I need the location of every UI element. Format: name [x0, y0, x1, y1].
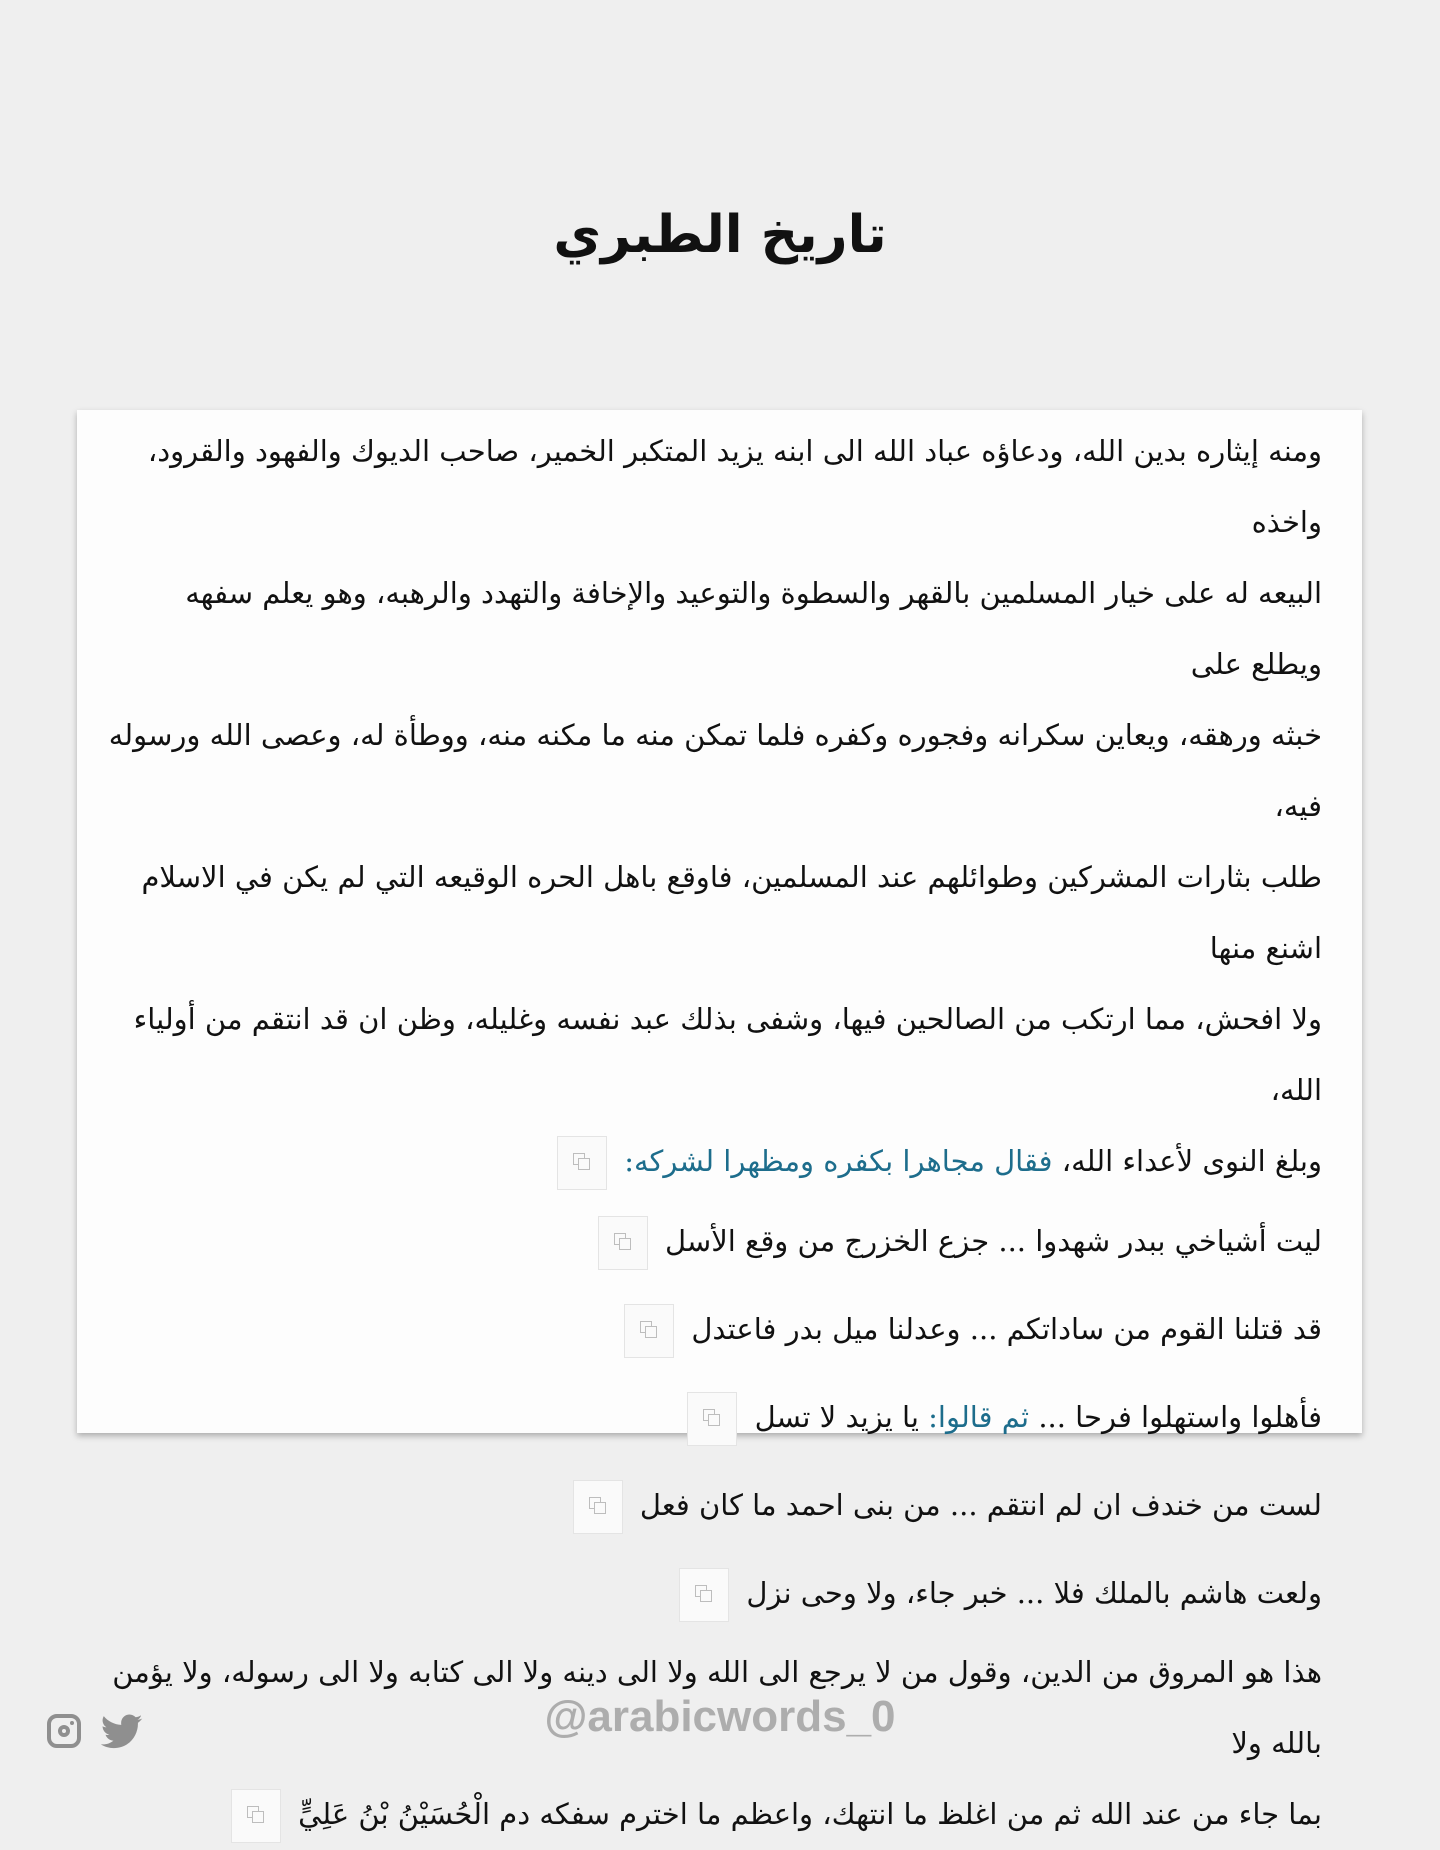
copy-icon	[589, 1497, 601, 1509]
final-line	[107, 1779, 1322, 1850]
intro-line: خبثه ورهقه، ويعاين سكرانه وفجوره وكفره فلما تمكن منه ما مكنه منه، ووطأة له، وعصى الله ورسوله فيه،	[108, 718, 1322, 823]
copy-button[interactable]	[687, 1392, 737, 1446]
copy-icon	[247, 1806, 259, 1818]
verse-text: ولعت هاشم بالملك فلا ... خبر جاء، ولا وحى نزل	[746, 1576, 1322, 1610]
copy-button[interactable]	[624, 1304, 674, 1358]
verse-line	[107, 1373, 1322, 1461]
copy-icon	[695, 1585, 707, 1597]
copy-button[interactable]	[573, 1480, 623, 1534]
copy-icon	[573, 1153, 585, 1165]
copy-button[interactable]	[598, 1216, 648, 1270]
lead-in-text: وبلغ النوى لأعداء الله،	[1061, 1144, 1322, 1178]
verse-text: فأهلوا واستهلوا فرحا ...	[1038, 1400, 1322, 1434]
verse-text: ليت أشياخي ببدر شهدوا ... جزع الخزرج من وقع الأسل	[664, 1224, 1322, 1258]
verse-line	[107, 1285, 1322, 1373]
page-title: تاريخ الطبري	[553, 205, 887, 265]
verse-text: قد قتلنا القوم من ساداتكم ... وعدلنا ميل بدر فاعتدل	[691, 1312, 1322, 1346]
verse-line	[107, 1461, 1322, 1549]
verse-text: لست من خندف ان لم انتقم ... من بنى احمد ما كان فعل	[639, 1488, 1322, 1522]
lead-in-highlight: فقال مجاهرا بكفره ومظهرا لشركه:	[624, 1144, 1053, 1178]
verse-highlight: ثم قالوا:	[928, 1400, 1030, 1434]
copy-icon	[703, 1409, 715, 1421]
copy-button[interactable]	[557, 1136, 607, 1190]
copy-button[interactable]	[231, 1789, 281, 1843]
copy-icon	[640, 1321, 652, 1333]
outro-line: هذا هو المروق من الدين، وقول من لا يرجع الى الله ولا الى دينه ولا الى كتابه ولا الى رسوله، ولا يؤمن بالله ولا	[112, 1655, 1322, 1760]
verse-line	[107, 1549, 1322, 1637]
copy-button[interactable]	[679, 1568, 729, 1622]
copy-icon	[614, 1233, 626, 1245]
intro-line: ولا افحش، مما ارتكب من الصالحين فيها، وشفى بذلك عبد نفسه وغليله، وظن ان قد انتقم من أولياء الله،	[133, 1002, 1322, 1107]
final-text: بما جاء من عند الله ثم من اغلظ ما انتهك، واعظم ما اخترم سفكه دم الْحُسَيْنُ بْنُ عَلِيٍّ	[298, 1797, 1322, 1831]
intro-line: البيعه له على خيار المسلمين بالقهر والسطوة والتوعيد والإخافة والتهدد والرهبه، وهو يعلم سفهه ويطلع على	[185, 576, 1322, 681]
verse-tail: يا يزيد لا تسل	[754, 1400, 919, 1434]
verse-line	[107, 1197, 1322, 1285]
intro-line: طلب بثارات المشركين وطوائلهم عند المسلمين، فاوقع باهل الحره الوقيعه التي لم يكن في الاسلام اشنع منها	[141, 860, 1322, 965]
intro-line: ومنه إيثاره بدين الله، ودعاؤه عباد الله الى ابنه يزيد المتكبر الخمير، صاحب الديوك والفهود والقرود، واخذه	[147, 434, 1322, 539]
lead-in-line	[107, 1126, 1322, 1197]
account-handle: @arabicwords_0	[544, 1692, 896, 1741]
